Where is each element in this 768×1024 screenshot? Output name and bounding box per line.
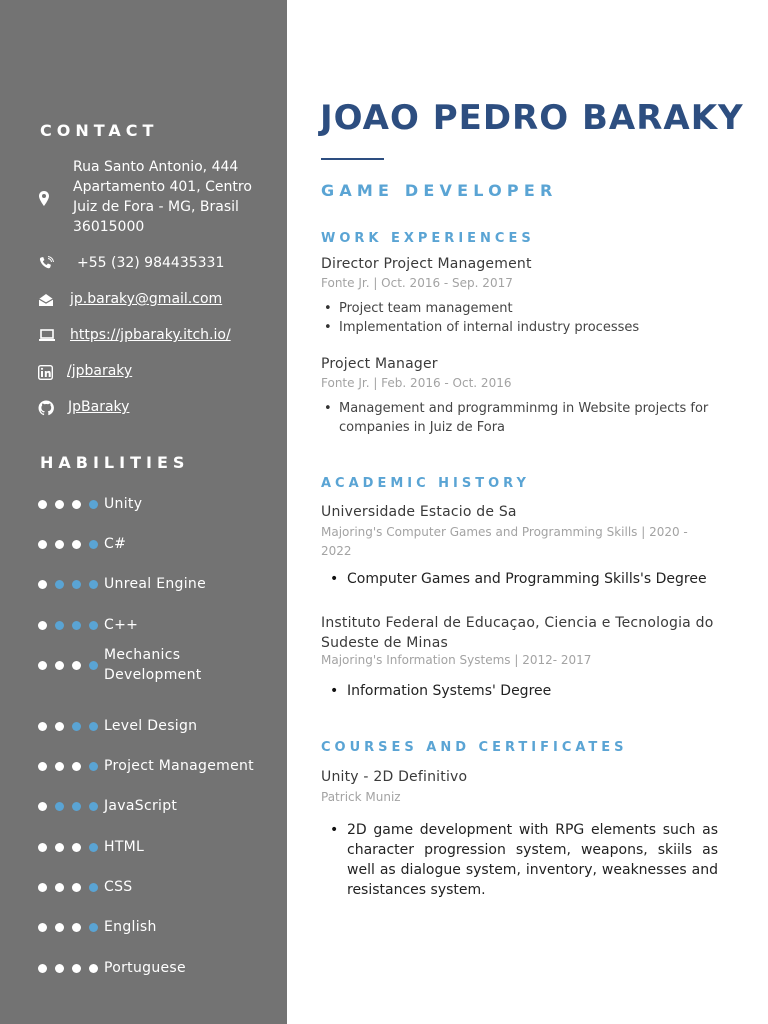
skill-label: Unreal Engine [104, 576, 206, 592]
list-item: • Implementation of internal industry processes [321, 318, 721, 337]
skill-dot-filled [38, 722, 47, 731]
job-role: Director Project Management [321, 256, 532, 272]
school-name: Universidade Estacio de Sa [321, 504, 517, 520]
sidebar [0, 0, 287, 1024]
skill-dot-empty [55, 621, 64, 630]
skill-dot-filled [38, 500, 47, 509]
skill-label: Portuguese [104, 960, 186, 976]
github-icon [38, 400, 54, 416]
skill-label: Unity [104, 496, 143, 512]
skill-dot-filled [38, 621, 47, 630]
skill-dot-empty [89, 923, 98, 932]
skill-dot-empty [89, 843, 98, 852]
candidate-name: JOAO PEDRO BARAKY [320, 98, 744, 138]
list-item: • Computer Games and Programming Skills's Degree [330, 569, 720, 589]
skill-dot-empty [89, 661, 98, 670]
list-item: • 2D game development with RPG elements such as character progression system, weapons, skiils as well as dialogue system, inventory, weaknesses and resistances system. [330, 820, 718, 900]
skill-dot-filled [55, 883, 64, 892]
list-item: • Project team management [321, 299, 721, 318]
skill-label: Project Management [104, 758, 254, 774]
skill-dot-empty [89, 540, 98, 549]
linkedin-icon [38, 365, 54, 381]
skill-dot-filled [38, 540, 47, 549]
address-text [73, 157, 252, 237]
academic-history-heading: ACADEMIC HISTORY [321, 476, 530, 491]
skill-dot-filled [38, 762, 47, 771]
skill-dot-filled [38, 843, 47, 852]
address-line: Juiz de Fora - MG, Brasil [73, 199, 239, 215]
job-meta: Fonte Jr. | Oct. 2016 - Sep. 2017 [321, 276, 513, 290]
job-title-heading: GAME DEVELOPER [321, 181, 558, 200]
skill-label: C++ [104, 617, 139, 633]
skill-dot-empty [89, 802, 98, 811]
skill-dot-empty [89, 580, 98, 589]
course-meta: Patrick Muniz [321, 790, 401, 804]
skill-label: CSS [104, 879, 133, 895]
phone-text: +55 (32) 984435331 [77, 255, 225, 271]
skill-dot-empty [89, 722, 98, 731]
skill-label: English [104, 919, 157, 935]
school-name: Instituto Federal de Educaçao, Ciencia e Tecnologia do Sudeste de Minas [321, 615, 714, 651]
address-line: 36015000 [73, 219, 145, 235]
address-line: Apartamento 401, Centro [73, 179, 252, 195]
skill-dot-empty [89, 883, 98, 892]
skill-label: JavaScript [104, 798, 178, 814]
skill-label: Mechanics Development [104, 647, 202, 683]
website-link[interactable]: https://jpbaraky.itch.io/ [70, 327, 231, 343]
skill-dot-filled [38, 964, 47, 973]
list-item: • Management and programminmg in Website projects for companies in Juiz de Fora [321, 399, 721, 437]
skill-dot-filled [55, 540, 64, 549]
skill-dot-filled [72, 883, 81, 892]
skill-dot-filled [38, 580, 47, 589]
skill-dot-empty [55, 802, 64, 811]
skill-dot-filled [72, 843, 81, 852]
skill-dot-filled [72, 500, 81, 509]
work-experiences-heading: WORK EXPERIENCES [321, 231, 535, 246]
skill-dot-empty [89, 500, 98, 509]
course-name: Unity - 2D Definitivo [321, 769, 468, 785]
skill-dot-empty [89, 621, 98, 630]
skill-dot-filled [38, 923, 47, 932]
skill-dot-filled [89, 964, 98, 973]
school-bullets [330, 569, 720, 589]
skill-dot-empty [72, 802, 81, 811]
skill-dot-filled [72, 923, 81, 932]
skill-dot-filled [55, 500, 64, 509]
skill-dot-filled [55, 661, 64, 670]
skill-dot-empty [72, 722, 81, 731]
contact-heading: CONTACT [40, 121, 159, 140]
email-link[interactable]: jp.baraky@gmail.com [70, 291, 223, 307]
job-bullets [321, 299, 721, 337]
skill-dot-empty [72, 621, 81, 630]
skill-dot-filled [55, 923, 64, 932]
location-pin-icon [38, 191, 54, 207]
github-link[interactable]: JpBaraky [68, 399, 130, 415]
job-bullets [321, 399, 721, 437]
skill-dot-filled [55, 964, 64, 973]
skill-dot-empty [72, 580, 81, 589]
linkedin-link[interactable]: /jpbaraky [67, 363, 133, 379]
name-divider [321, 158, 384, 160]
skill-dot-filled [55, 762, 64, 771]
skill-dot-filled [72, 762, 81, 771]
skill-dot-empty [89, 762, 98, 771]
school-meta: Majoring's Computer Games and Programming Skills | 2020 - 2022 [321, 525, 688, 558]
address-line: Rua Santo Antonio, 444 [73, 159, 239, 175]
skill-dot-filled [38, 661, 47, 670]
skill-dot-filled [55, 722, 64, 731]
skill-label: Level Design [104, 718, 198, 734]
school-bullets [330, 681, 720, 701]
skill-dot-filled [38, 883, 47, 892]
skill-label: C# [104, 536, 127, 552]
skill-dot-empty [55, 580, 64, 589]
school-meta: Majoring's Information Systems | 2012- 2017 [321, 653, 592, 667]
skill-dot-filled [72, 661, 81, 670]
skill-dot-filled [38, 802, 47, 811]
skill-dot-filled [72, 540, 81, 549]
phone-icon [38, 256, 54, 272]
courses-heading: COURSES AND CERTIFICATES [321, 740, 628, 755]
job-meta: Fonte Jr. | Feb. 2016 - Oct. 2016 [321, 376, 512, 390]
laptop-icon [38, 329, 54, 345]
skill-dot-filled [72, 964, 81, 973]
course-bullets [330, 820, 718, 900]
job-role: Project Manager [321, 356, 438, 372]
skill-dot-filled [55, 843, 64, 852]
list-item: • Information Systems' Degree [330, 681, 720, 701]
skill-label: HTML [104, 839, 145, 855]
envelope-icon [38, 293, 54, 309]
skills-heading: HABILITIES [40, 453, 190, 472]
